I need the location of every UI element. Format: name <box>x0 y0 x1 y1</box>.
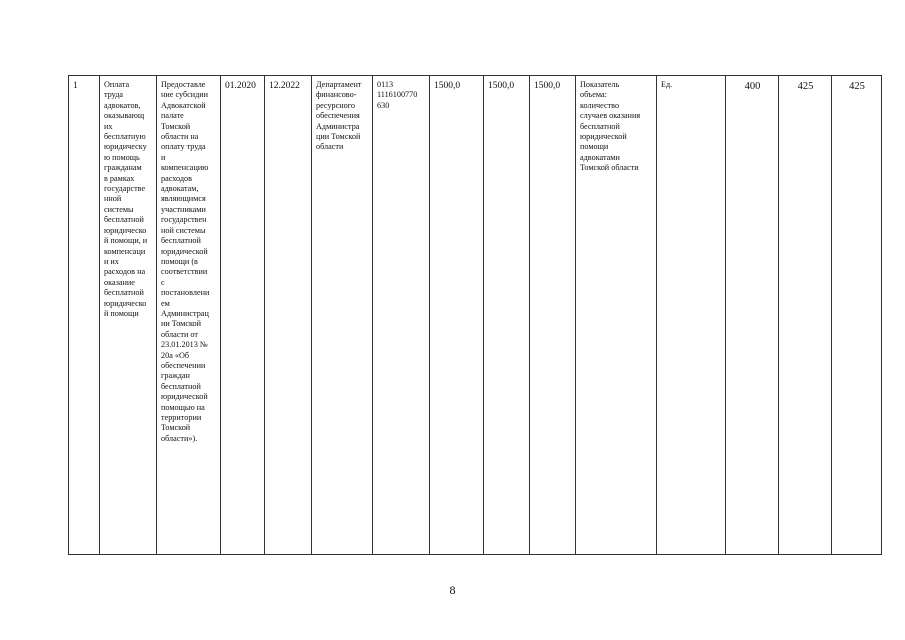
budget-code-cell: 0113 1116100770 630 <box>373 76 430 555</box>
indicator-value-1: 400 <box>726 76 779 555</box>
task-cell: Оплата труда адвокатов, оказывающ их бесплатную юридическу ю помощь гражданам в рамках государстве нной системы бесплатной юридическо й помощи, и компенсаци и их расходов на оказание бесплатной юридическо й помощи <box>100 76 157 555</box>
row-number: 1 <box>69 76 100 555</box>
executor-cell: Департамент финансово- ресурсного обеспечения Администра ции Томской области <box>312 76 373 555</box>
program-table <box>68 75 882 555</box>
funding-cell-3: 1500,0 <box>530 76 576 555</box>
funding-cell-1: 1500,0 <box>430 76 484 555</box>
indicator-value-3: 425 <box>832 76 882 555</box>
end-date-cell: 12.2022 <box>265 76 312 555</box>
page-number: 8 <box>449 583 456 597</box>
indicator-value-2: 425 <box>779 76 832 555</box>
start-date-cell: 01.2020 <box>221 76 265 555</box>
unit-cell: Ед. <box>657 76 726 555</box>
indicator-cell: Показатель объема: количество случаев оказания бесплатной юридической помощи адвокатами Томской области <box>576 76 657 555</box>
measure-cell: Предоставле ние субсидии Адвокатской палате Томской области на оплату труда и компенсацию расходов адвокатам, являющимся участниками государствен ной системы бесплатной юридической помощи (в соответствии с постановлени ем Администрац ии Томской области от 23.01.2013 № 20а «Об обеспечении граждан бесплатной юридической помощью на территории Томской области»). <box>157 76 221 555</box>
table-row <box>69 76 882 555</box>
funding-cell-2: 1500,0 <box>484 76 530 555</box>
